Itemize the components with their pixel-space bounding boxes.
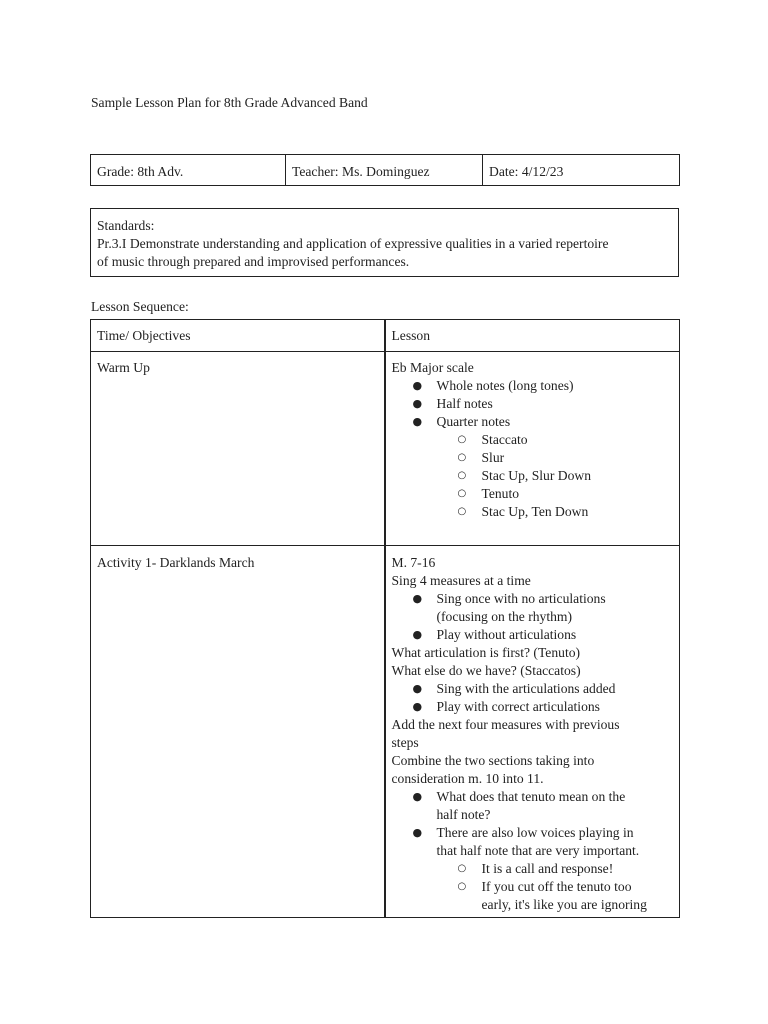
list-item-text: Slur — [481, 450, 505, 465]
table-row — [91, 352, 680, 546]
list-item-text: Stac Up, Slur Down — [481, 468, 592, 483]
column-header-lesson: Lesson — [385, 320, 680, 352]
list-item-text: What does that tenuto mean on the — [436, 789, 626, 804]
list-item — [392, 377, 674, 395]
standards-label: Standards: — [97, 218, 155, 233]
info-row — [91, 155, 680, 186]
info-table — [90, 154, 680, 186]
activity-line: What articulation is first? (Tenuto) — [391, 645, 581, 660]
list-item — [392, 680, 674, 698]
list-item-text: Play without articulations — [436, 627, 577, 642]
warm-up-title: Eb Major scale — [391, 360, 474, 375]
list-item-text: There are also low voices playing in — [436, 825, 634, 840]
list-item — [392, 590, 674, 626]
table-header-row — [91, 320, 680, 352]
activity-bullet-list — [392, 788, 674, 860]
list-item-text: early, it's like you are ignoring — [481, 897, 647, 912]
list-item — [392, 824, 674, 860]
list-item-text: (focusing on the rhythm) — [436, 609, 573, 624]
activity-line: Sing 4 measures at a time — [391, 573, 531, 588]
list-item-text: Sing with the articulations added — [436, 681, 616, 696]
bullet-icon: ● — [412, 682, 423, 695]
standards-text-line-2: of music through prepared and improvised performances. — [97, 254, 410, 269]
lesson-sequence-table — [90, 319, 680, 918]
bullet-icon: ● — [412, 592, 423, 605]
warm-up-objective: Warm Up — [91, 352, 385, 546]
grade-cell: Grade: 8th Adv. — [91, 155, 286, 186]
bullet-icon: ● — [412, 700, 423, 713]
hollow-bullet-icon: ○ — [457, 488, 467, 499]
sub-list-item — [392, 860, 674, 878]
bullet-icon: ● — [412, 628, 423, 641]
standards-text-line-1: Pr.3.I Demonstrate understanding and application of expressive qualities in a varied repertoire — [97, 236, 609, 251]
activity-line: Combine the two sections taking into — [391, 753, 595, 768]
standards-cell — [91, 209, 679, 277]
list-item-text: that half note that are very important. — [436, 843, 640, 858]
hollow-bullet-icon: ○ — [457, 881, 467, 892]
column-header-objectives: Time/ Objectives — [91, 320, 385, 352]
hollow-bullet-icon: ○ — [457, 863, 467, 874]
teacher-cell: Teacher: Ms. Dominguez — [286, 155, 483, 186]
standards-row — [91, 209, 679, 277]
list-item — [392, 413, 674, 431]
list-item — [392, 698, 674, 716]
date-cell: Date: 4/12/23 — [483, 155, 680, 186]
activity-1-objective: Activity 1- Darklands March — [91, 546, 385, 918]
list-item-text: Quarter notes — [436, 414, 511, 429]
hollow-bullet-icon: ○ — [457, 470, 467, 481]
bullet-icon: ● — [412, 826, 423, 839]
sub-list-item — [392, 467, 674, 485]
list-item-text: If you cut off the tenuto too — [481, 879, 632, 894]
list-item-text: Tenuto — [481, 486, 520, 501]
list-item — [392, 626, 674, 644]
list-item-text: Half notes — [436, 396, 493, 411]
bullet-icon: ● — [412, 397, 423, 410]
activity-sub-list — [392, 860, 674, 914]
sub-list-item — [392, 449, 674, 467]
list-item-text: Sing once with no articulations — [436, 591, 606, 606]
sub-list-item — [392, 878, 674, 914]
bullet-icon: ● — [412, 415, 423, 428]
list-item-text: Play with correct articulations — [436, 699, 600, 714]
list-item-text: Stac Up, Ten Down — [481, 504, 589, 519]
sub-list-item — [392, 485, 674, 503]
bullet-icon: ● — [412, 790, 423, 803]
activity-bullet-list — [392, 680, 674, 716]
warm-up-sub-list — [392, 431, 674, 521]
hollow-bullet-icon: ○ — [457, 434, 467, 445]
sub-list-item — [392, 503, 674, 521]
activity-line: steps — [391, 735, 419, 750]
warm-up-bullet-list — [392, 377, 674, 431]
list-item — [392, 788, 674, 824]
sub-list-item — [392, 431, 674, 449]
list-item — [392, 395, 674, 413]
bullet-icon: ● — [412, 379, 423, 392]
standards-table — [90, 208, 679, 277]
activity-line: consideration m. 10 into 11. — [391, 771, 544, 786]
table-row — [91, 546, 680, 918]
lesson-sequence-label: Lesson Sequence: — [91, 299, 189, 314]
list-item-text: Staccato — [481, 432, 528, 447]
hollow-bullet-icon: ○ — [457, 452, 467, 463]
activity-line: M. 7-16 — [391, 555, 436, 570]
activity-line: What else do we have? (Staccatos) — [391, 663, 581, 678]
warm-up-lesson — [385, 352, 680, 546]
list-item-text: Whole notes (long tones) — [436, 378, 574, 393]
list-item-text: half note? — [436, 807, 491, 822]
activity-1-lesson — [385, 546, 680, 918]
document-title: Sample Lesson Plan for 8th Grade Advanced Band — [91, 95, 368, 110]
list-item-text: It is a call and response! — [481, 861, 614, 876]
hollow-bullet-icon: ○ — [457, 506, 467, 517]
activity-line: Add the next four measures with previous — [391, 717, 620, 732]
activity-bullet-list — [392, 590, 674, 644]
